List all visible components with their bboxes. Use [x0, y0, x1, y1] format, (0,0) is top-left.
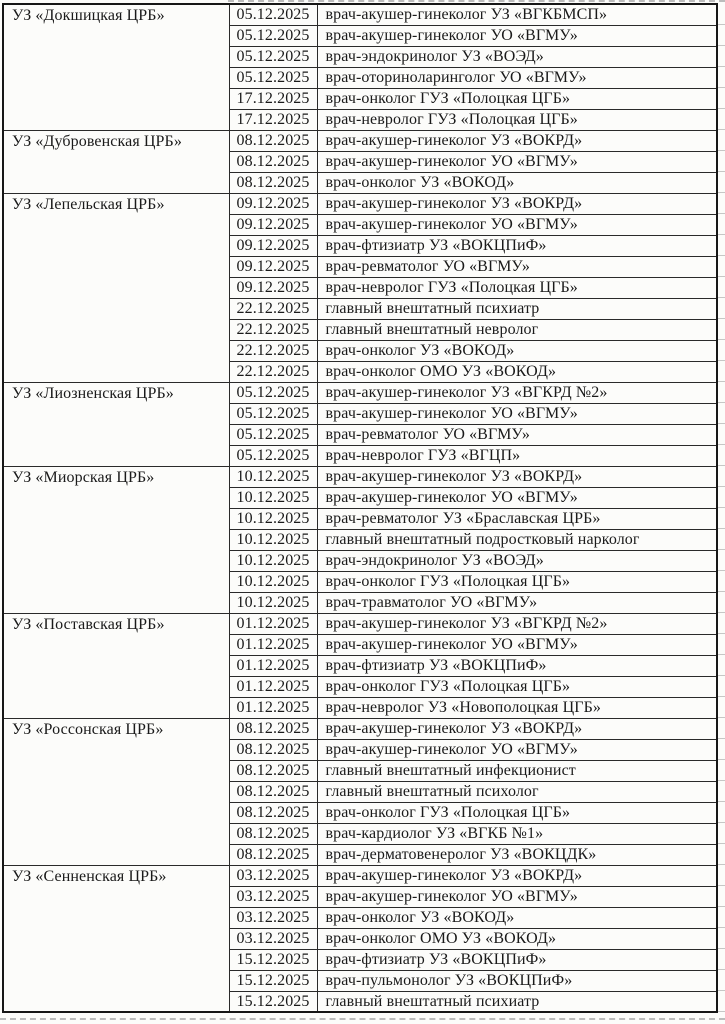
- specialist-cell: врач-акушер-гинеколог УО «ВГМУ»: [317, 487, 717, 508]
- visit-date-cell: 05.12.2025: [229, 67, 317, 88]
- specialist-cell: врач-ревматолог УО «ВГМУ»: [317, 256, 717, 277]
- specialist-cell: врач-акушер-гинеколог УО «ВГМУ»: [317, 151, 717, 172]
- specialist-cell: врач-акушер-гинеколог УЗ «ВОКРД»: [317, 718, 717, 739]
- visit-date-cell: 10.12.2025: [229, 508, 317, 529]
- visit-date-cell: 10.12.2025: [229, 571, 317, 592]
- specialist-cell: врач-онколог ГУЗ «Полоцкая ЦГБ»: [317, 571, 717, 592]
- specialist-cell: врач-кардиолог УЗ «ВГКБ №1»: [317, 823, 717, 844]
- visit-date-cell: 08.12.2025: [229, 823, 317, 844]
- specialist-cell: врач-онколог ОМО УЗ «ВОКОД»: [317, 928, 717, 949]
- specialist-cell: врач-ревматолог УО «ВГМУ»: [317, 424, 717, 445]
- institution-cell: УЗ «Лиозненская ЦРБ»: [3, 382, 229, 466]
- visit-date-cell: 08.12.2025: [229, 172, 317, 193]
- visit-date-cell: 15.12.2025: [229, 949, 317, 970]
- visit-date-cell: 05.12.2025: [229, 4, 317, 25]
- specialist-cell: врач-эндокринолог УЗ «ВОЭД»: [317, 46, 717, 67]
- specialist-cell: главный внештатный подростковый нарколог: [317, 529, 717, 550]
- specialist-cell: врач-акушер-гинеколог УО «ВГМУ»: [317, 739, 717, 760]
- visit-date-cell: 09.12.2025: [229, 193, 317, 214]
- visit-date-cell: 09.12.2025: [229, 214, 317, 235]
- visit-date-cell: 08.12.2025: [229, 718, 317, 739]
- specialist-cell: врач-фтизиатр УЗ «ВОКЦПиФ»: [317, 235, 717, 256]
- specialist-cell: врач-фтизиатр УЗ «ВОКЦПиФ»: [317, 655, 717, 676]
- visit-date-cell: 05.12.2025: [229, 25, 317, 46]
- specialist-cell: врач-невролог ГУЗ «ВГЦП»: [317, 445, 717, 466]
- specialist-cell: врач-невролог ГУЗ «Полоцкая ЦГБ»: [317, 109, 717, 130]
- institution-cell: УЗ «Россонская ЦРБ»: [3, 718, 229, 865]
- visit-date-cell: 03.12.2025: [229, 928, 317, 949]
- specialist-visit-schedule-table: [2, 3, 718, 1013]
- specialist-cell: главный внештатный психолог: [317, 781, 717, 802]
- visit-date-cell: 05.12.2025: [229, 46, 317, 67]
- specialist-cell: врач-онколог УЗ «ВОКОД»: [317, 907, 717, 928]
- specialist-cell: главный внештатный психиатр: [317, 991, 717, 1012]
- scan-artifact-bottom-line: [0, 1018, 725, 1020]
- specialist-cell: врач-акушер-гинеколог УО «ВГМУ»: [317, 403, 717, 424]
- specialist-cell: врач-акушер-гинеколог УО «ВГМУ»: [317, 25, 717, 46]
- visit-date-cell: 03.12.2025: [229, 865, 317, 886]
- institution-cell: УЗ «Поставская ЦРБ»: [3, 613, 229, 718]
- specialist-cell: врач-акушер-гинеколог УЗ «ВОКРД»: [317, 193, 717, 214]
- visit-date-cell: 22.12.2025: [229, 340, 317, 361]
- specialist-cell: врач-акушер-гинеколог УЗ «ВГКРД №2»: [317, 613, 717, 634]
- visit-date-cell: 08.12.2025: [229, 151, 317, 172]
- specialist-cell: врач-акушер-гинеколог УЗ «ВОКРД»: [317, 466, 717, 487]
- visit-date-cell: 17.12.2025: [229, 109, 317, 130]
- specialist-cell: врач-онколог УЗ «ВОКОД»: [317, 172, 717, 193]
- visit-date-cell: 10.12.2025: [229, 550, 317, 571]
- specialist-cell: врач-акушер-гинеколог УО «ВГМУ»: [317, 886, 717, 907]
- visit-date-cell: 01.12.2025: [229, 676, 317, 697]
- table-row: [3, 4, 717, 25]
- scan-artifact-top-line: [228, 0, 725, 2]
- visit-date-cell: 05.12.2025: [229, 403, 317, 424]
- institution-cell: УЗ «Дубровенская ЦРБ»: [3, 130, 229, 193]
- table-row: [3, 613, 717, 634]
- institution-cell: УЗ «Лепельская ЦРБ»: [3, 193, 229, 382]
- specialist-cell: врач-онколог ГУЗ «Полоцкая ЦГБ»: [317, 802, 717, 823]
- specialist-cell: врач-онколог УЗ «ВОКОД»: [317, 340, 717, 361]
- visit-date-cell: 01.12.2025: [229, 613, 317, 634]
- specialist-cell: врач-дерматовенеролог УЗ «ВОКЦДК»: [317, 844, 717, 865]
- visit-date-cell: 22.12.2025: [229, 361, 317, 382]
- institution-cell: УЗ «Миорская ЦРБ»: [3, 466, 229, 613]
- specialist-cell: врач-акушер-гинеколог УЗ «ВОКРД»: [317, 865, 717, 886]
- visit-date-cell: 08.12.2025: [229, 130, 317, 151]
- visit-date-cell: 01.12.2025: [229, 655, 317, 676]
- visit-date-cell: 05.12.2025: [229, 382, 317, 403]
- specialist-cell: врач-акушер-гинеколог УЗ «ВГКРД №2»: [317, 382, 717, 403]
- visit-date-cell: 03.12.2025: [229, 907, 317, 928]
- specialist-cell: врач-ревматолог УЗ «Браславская ЦРБ»: [317, 508, 717, 529]
- institution-cell: УЗ «Сенненская ЦРБ»: [3, 865, 229, 1012]
- specialist-cell: врач-пульмонолог УЗ «ВОКЦПиФ»: [317, 970, 717, 991]
- visit-date-cell: 08.12.2025: [229, 739, 317, 760]
- visit-date-cell: 22.12.2025: [229, 319, 317, 340]
- visit-date-cell: 08.12.2025: [229, 760, 317, 781]
- specialist-cell: главный внештатный психиатр: [317, 298, 717, 319]
- table-row: [3, 466, 717, 487]
- table-row: [3, 865, 717, 886]
- visit-date-cell: 08.12.2025: [229, 781, 317, 802]
- specialist-cell: врач-фтизиатр УЗ «ВОКЦПиФ»: [317, 949, 717, 970]
- specialist-cell: врач-невролог УЗ «Новополоцкая ЦГБ»: [317, 697, 717, 718]
- visit-date-cell: 08.12.2025: [229, 844, 317, 865]
- specialist-cell: врач-акушер-гинеколог УЗ «ВГКБМСП»: [317, 4, 717, 25]
- specialist-cell: врач-онколог ГУЗ «Полоцкая ЦГБ»: [317, 676, 717, 697]
- visit-date-cell: 03.12.2025: [229, 886, 317, 907]
- visit-date-cell: 01.12.2025: [229, 634, 317, 655]
- visit-date-cell: 01.12.2025: [229, 697, 317, 718]
- visit-date-cell: 05.12.2025: [229, 424, 317, 445]
- visit-date-cell: 10.12.2025: [229, 529, 317, 550]
- specialist-cell: врач-онколог ГУЗ «Полоцкая ЦГБ»: [317, 88, 717, 109]
- specialist-cell: главный внештатный инфекционист: [317, 760, 717, 781]
- table-row: [3, 193, 717, 214]
- visit-date-cell: 05.12.2025: [229, 445, 317, 466]
- visit-date-cell: 09.12.2025: [229, 277, 317, 298]
- visit-date-cell: 10.12.2025: [229, 466, 317, 487]
- schedule-table-body: [3, 4, 717, 1012]
- table-row: [3, 130, 717, 151]
- institution-cell: УЗ «Докшицкая ЦРБ»: [3, 4, 229, 130]
- specialist-cell: врач-акушер-гинеколог УЗ «ВОКРД»: [317, 130, 717, 151]
- specialist-cell: главный внештатный невролог: [317, 319, 717, 340]
- specialist-cell: врач-акушер-гинеколог УО «ВГМУ»: [317, 634, 717, 655]
- table-row: [3, 382, 717, 403]
- specialist-cell: врач-травматолог УО «ВГМУ»: [317, 592, 717, 613]
- specialist-cell: врач-невролог ГУЗ «Полоцкая ЦГБ»: [317, 277, 717, 298]
- visit-date-cell: 15.12.2025: [229, 991, 317, 1012]
- visit-date-cell: 17.12.2025: [229, 88, 317, 109]
- visit-date-cell: 22.12.2025: [229, 298, 317, 319]
- visit-date-cell: 10.12.2025: [229, 487, 317, 508]
- specialist-cell: врач-оториноларинголог УО «ВГМУ»: [317, 67, 717, 88]
- visit-date-cell: 10.12.2025: [229, 592, 317, 613]
- specialist-cell: врач-акушер-гинеколог УО «ВГМУ»: [317, 214, 717, 235]
- specialist-cell: врач-эндокринолог УЗ «ВОЭД»: [317, 550, 717, 571]
- specialist-cell: врач-онколог ОМО УЗ «ВОКОД»: [317, 361, 717, 382]
- visit-date-cell: 09.12.2025: [229, 235, 317, 256]
- table-row: [3, 718, 717, 739]
- visit-date-cell: 15.12.2025: [229, 970, 317, 991]
- visit-date-cell: 09.12.2025: [229, 256, 317, 277]
- visit-date-cell: 08.12.2025: [229, 802, 317, 823]
